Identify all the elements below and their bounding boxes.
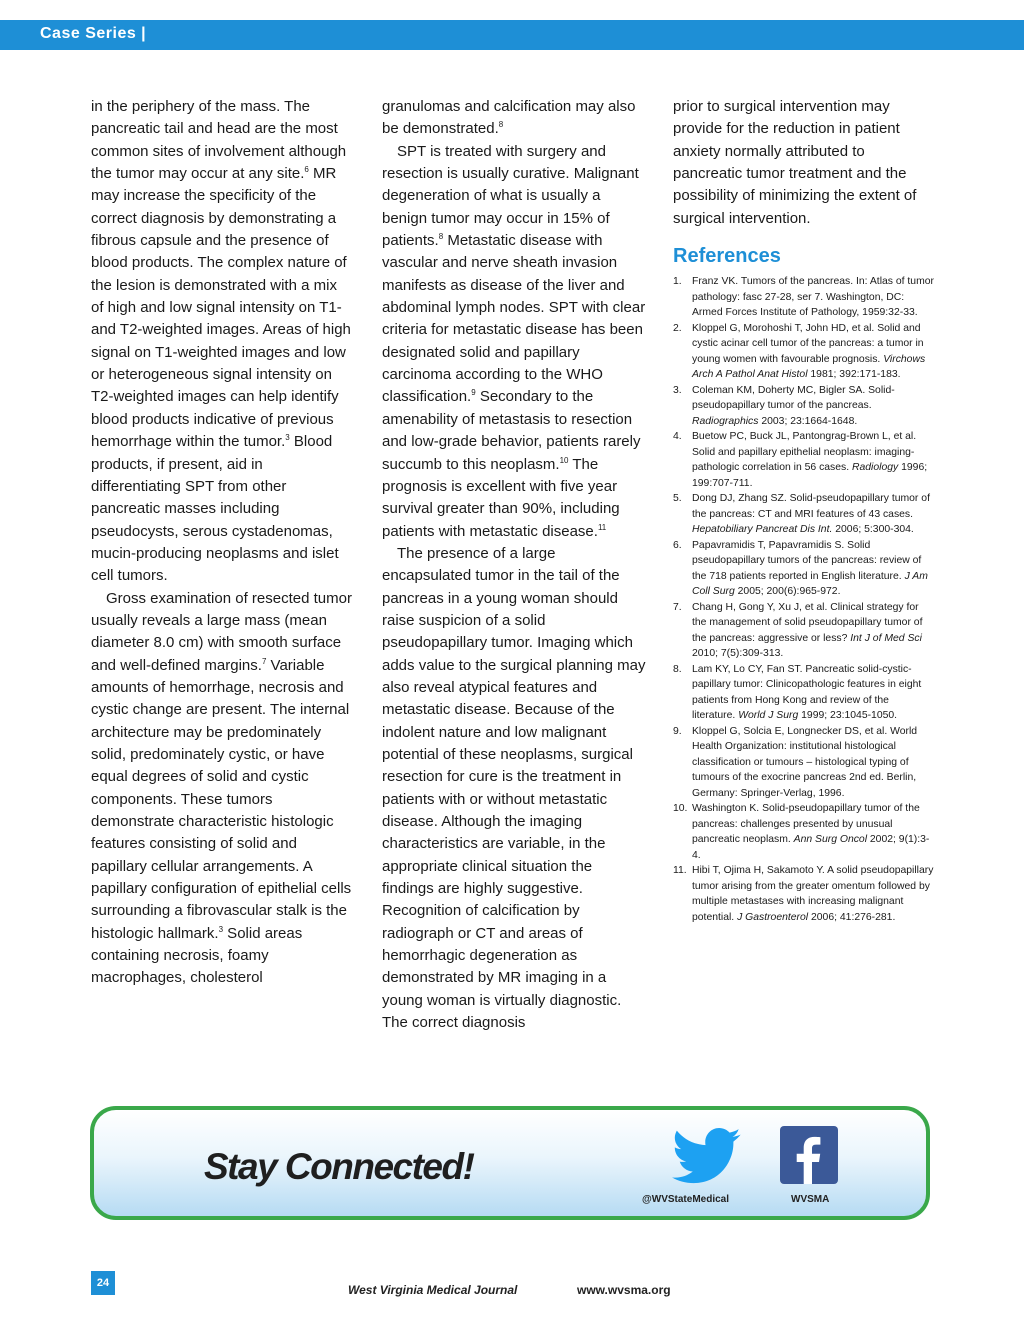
col1-paragraph-2 (91, 588, 353, 990)
reference-number: 9. (673, 725, 682, 737)
col2-paragraph-1 (382, 96, 647, 141)
text-column-3 (673, 96, 935, 925)
reference-item (673, 600, 935, 662)
text-column-2 (382, 96, 647, 1034)
reference-text: Lam KY, Lo CY, Fan ST. Pancreatic solid-cystic-papillary tumor: Clinicopathologic features in eight patients from Hong Kong and review of the literature. (692, 663, 922, 722)
text-run: Gross examination of resected tumor usually reveals a large mass (mean diameter 8.0 cm) with smooth surface and well-defined margins. (91, 589, 352, 674)
reference-number: 1. (673, 276, 682, 288)
text-run: granulomas and calcification may also be demonstrated. (382, 98, 636, 138)
reference-number: 4. (673, 431, 682, 443)
reference-journal: Hepatobiliary Pancreat Dis Int. (692, 524, 833, 536)
reference-text: 2006; 5:300-304. (832, 524, 914, 536)
page-number: 24 (91, 1271, 115, 1295)
text-run: Metastatic disease with vascular and nerve sheath invasion manifests as disease of the liver and abdominal lymph nodes. SPT with clear criteria for metastatic disease has been designated solid and papillary carcinoma according to the WHO classification. (382, 232, 646, 406)
citation-superscript: 9 (471, 388, 476, 398)
reference-text: 2006; 41:276-281. (808, 911, 896, 923)
journal-name: West Virginia Medical Journal (348, 1283, 518, 1297)
reference-list (673, 274, 935, 925)
text-column-1 (91, 96, 353, 990)
col3-paragraph-1: prior to surgical intervention may provide for the reduction in patient anxiety normally attributed to pancreatic tumor treatment and the possibility of minimizing the extent of surgical intervention. (673, 98, 917, 227)
reference-text: Buetow PC, Buck JL, Pantongrag-Brown L, et al. Solid and papillary epithelial neoplasm: imaging-pathologic correlation in 56 cases. (692, 431, 917, 474)
facebook-icon[interactable] (780, 1126, 838, 1184)
citation-superscript: 7 (261, 656, 267, 666)
text-run: MR may increase the specificity of the correct diagnosis by demonstrating a fibrous capsule and the presence of blood products. The complex nature of the lesion is demonstrated with a mix of high and low signal intensity on T1- and T2-weighted images. Areas of high signal on T1-weighted images and low or heterogeneous signal intensity on T2-weighted images can help identify blood products indicative of previous hemorrhage within the tumor. (91, 165, 351, 451)
reference-text: 2003; 23:1664-1648. (758, 415, 858, 427)
reference-journal: Radiographics (692, 415, 759, 427)
citation-superscript: 8 (438, 232, 444, 242)
reference-item (673, 491, 935, 538)
reference-text: Washington K. Solid-pseudopapillary tumor of the pancreas: challenges presented by unusual pancreatic neoplasm. (692, 803, 920, 846)
reference-journal: Ann Surg Oncol (793, 834, 868, 846)
text-run: The prognosis is excellent with five year survival greater than 90%, including patients with metastatic disease. (382, 455, 620, 540)
reference-journal: J Gastroenterol (737, 911, 809, 923)
reference-item (673, 321, 935, 383)
citation-superscript: 8 (498, 120, 504, 130)
website-link[interactable]: www.wvsma.org (577, 1283, 671, 1297)
reference-item (673, 863, 935, 925)
text-run: The presence of a large encapsulated tumor in the tail of the pancreas in a young woman should raise suspicion of a solid pseudopapillary tumor. Imaging which adds value to the surgical planning may also reveal atypical features and metastatic disease. Because of the indolent nature and low malignant potential of these neoplasms, surgical resection for cure is the treatment in patients with or without metastatic disease. Although the imaging characteristics are variable, in the appropriate clinical situation the findings are highly suggestive. Recognition of calcification by radiograph or CT and areas of hemorrhagic degeneration as demonstrated by MR imaging in a young woman is virtually diagnostic. The correct diagnosis (382, 544, 646, 1032)
reference-text: Franz VK. Tumors of the pancreas. In: Atlas of tumor pathology: fasc 27-28, ser 7. Washington, DC: Armed Forces Institute of Pathology, 1959:32-33. (692, 276, 934, 319)
reference-journal: Virchows Arch A Pathol Anat Histol (692, 353, 926, 381)
reference-text: Kloppel G, Morohoshi T, John HD, et al. Solid and cystic acinar cell tumor of the pancreas: a tumor in young women with favourable prognosis. (692, 322, 924, 365)
reference-text: Kloppel G, Solcia E, Longnecker DS, et al. World Health Organization: institutional histological classification or tumours – histological typing of tumours of the exocrine pancreas 2nd ed. Berlin, Germany: Springer-Verlag, 1996. (692, 725, 918, 799)
reference-text: 2005; 200(6):965-972. (734, 586, 841, 598)
reference-number: 11. (673, 865, 687, 877)
reference-number: 8. (673, 663, 682, 675)
reference-journal: J Am Coll Surg (692, 570, 928, 598)
reference-text: 1999; 23:1045-1050. (798, 710, 898, 722)
text-run: Variable amounts of hemorrhage, necrosis and cystic change are present. The internal architecture may be predominately solid, predominately cystic, or have equal degrees of solid and cystic components. These tumors demonstrate characteristic histologic features consisting of solid and papillary cellular arrangements. A papillary configuration of epithelial cells surrounding a fibrovascular stalk is the histologic hallmark. (91, 656, 352, 942)
reference-number: 6. (673, 539, 682, 551)
reference-item (673, 429, 935, 491)
reference-journal: Radiology (852, 462, 899, 474)
reference-text: Papavramidis T, Papavramidis S. Solid pseudopapillary tumors of the pancreas: review of the 718 patients reported in English literature. (692, 539, 922, 582)
reference-text: 2002; 9(1):3-4. (692, 834, 930, 861)
col1-paragraph-1 (91, 96, 353, 588)
citation-superscript: 10 (559, 455, 569, 465)
reference-item (673, 801, 935, 863)
reference-text: Hibi T, Ojima H, Sakamoto Y. A solid pseudopapillary tumor arising from the greater omentum followed by multiple metastases with increasing malignant potential. (692, 865, 934, 923)
reference-item (673, 538, 935, 600)
reference-number: 7. (673, 601, 682, 613)
twitter-handle[interactable]: @WVStateMedical (642, 1194, 729, 1205)
reference-text: 1981; 392:171-183. (807, 369, 901, 381)
reference-number: 2. (673, 322, 682, 334)
text-run: Blood products, if present, aid in differentiating SPT from other pancreatic masses including pseudocysts, serous cystadenomas, mucin-producing neoplasms and islet cell tumors. (91, 433, 339, 585)
twitter-bird-icon[interactable] (672, 1128, 742, 1186)
citation-superscript: 11 (597, 522, 607, 532)
banner-title: Stay Connected! (204, 1146, 474, 1187)
text-run: in the periphery of the mass. The pancreatic tail and head are the most common sites of involvement although the tumor may occur at any site. (91, 98, 347, 183)
stay-connected-banner (90, 1106, 930, 1220)
reference-number: 5. (673, 493, 682, 505)
citation-superscript: 3 (285, 433, 290, 443)
reference-item (673, 662, 935, 724)
reference-journal: World J Surg (738, 710, 799, 722)
col2-paragraph-2 (382, 141, 647, 543)
header-bar (0, 20, 1024, 50)
reference-number: 10. (673, 803, 688, 815)
col2-paragraph-3 (382, 543, 647, 1035)
reference-number: 3. (673, 384, 682, 396)
citation-superscript: 3 (218, 924, 224, 934)
text-run: Secondary to the amenability of metastasis to resection and low-grade behavior, patients rarely succumb to this neoplasm. (382, 388, 641, 473)
reference-text: Coleman KM, Doherty MC, Bigler SA. Solid-pseudopapillary tumor of the pancreas. (692, 384, 895, 412)
reference-text: Dong DJ, Zhang SZ. Solid-pseudopapillary tumor of the pancreas: CT and MRI features of 43 cases. (692, 493, 930, 520)
section-title: Case Series | (40, 25, 147, 42)
reference-item (673, 274, 935, 321)
reference-item (673, 724, 935, 802)
reference-journal: Int J of Med Sci (850, 632, 922, 644)
references-heading: References (673, 245, 781, 268)
facebook-name[interactable]: WVSMA (791, 1194, 830, 1205)
text-run: Solid areas containing necrosis, foamy macrophages, cholesterol (91, 924, 303, 987)
text-run: SPT is treated with surgery and resection is usually curative. Malignant degeneration of what is usually a benign tumor may occur in 15% of patients. (382, 142, 639, 250)
reference-item (673, 383, 935, 430)
reference-text: Chang H, Gong Y, Xu J, et al. Clinical strategy for the management of solid pseudopapillary tumor of the pancreas: aggressive or less? (692, 601, 923, 644)
reference-text: 1996; 199:707-711. (692, 462, 928, 489)
reference-text: 2010; 7(5):309-313. (692, 648, 784, 660)
citation-superscript: 6 (304, 165, 309, 175)
